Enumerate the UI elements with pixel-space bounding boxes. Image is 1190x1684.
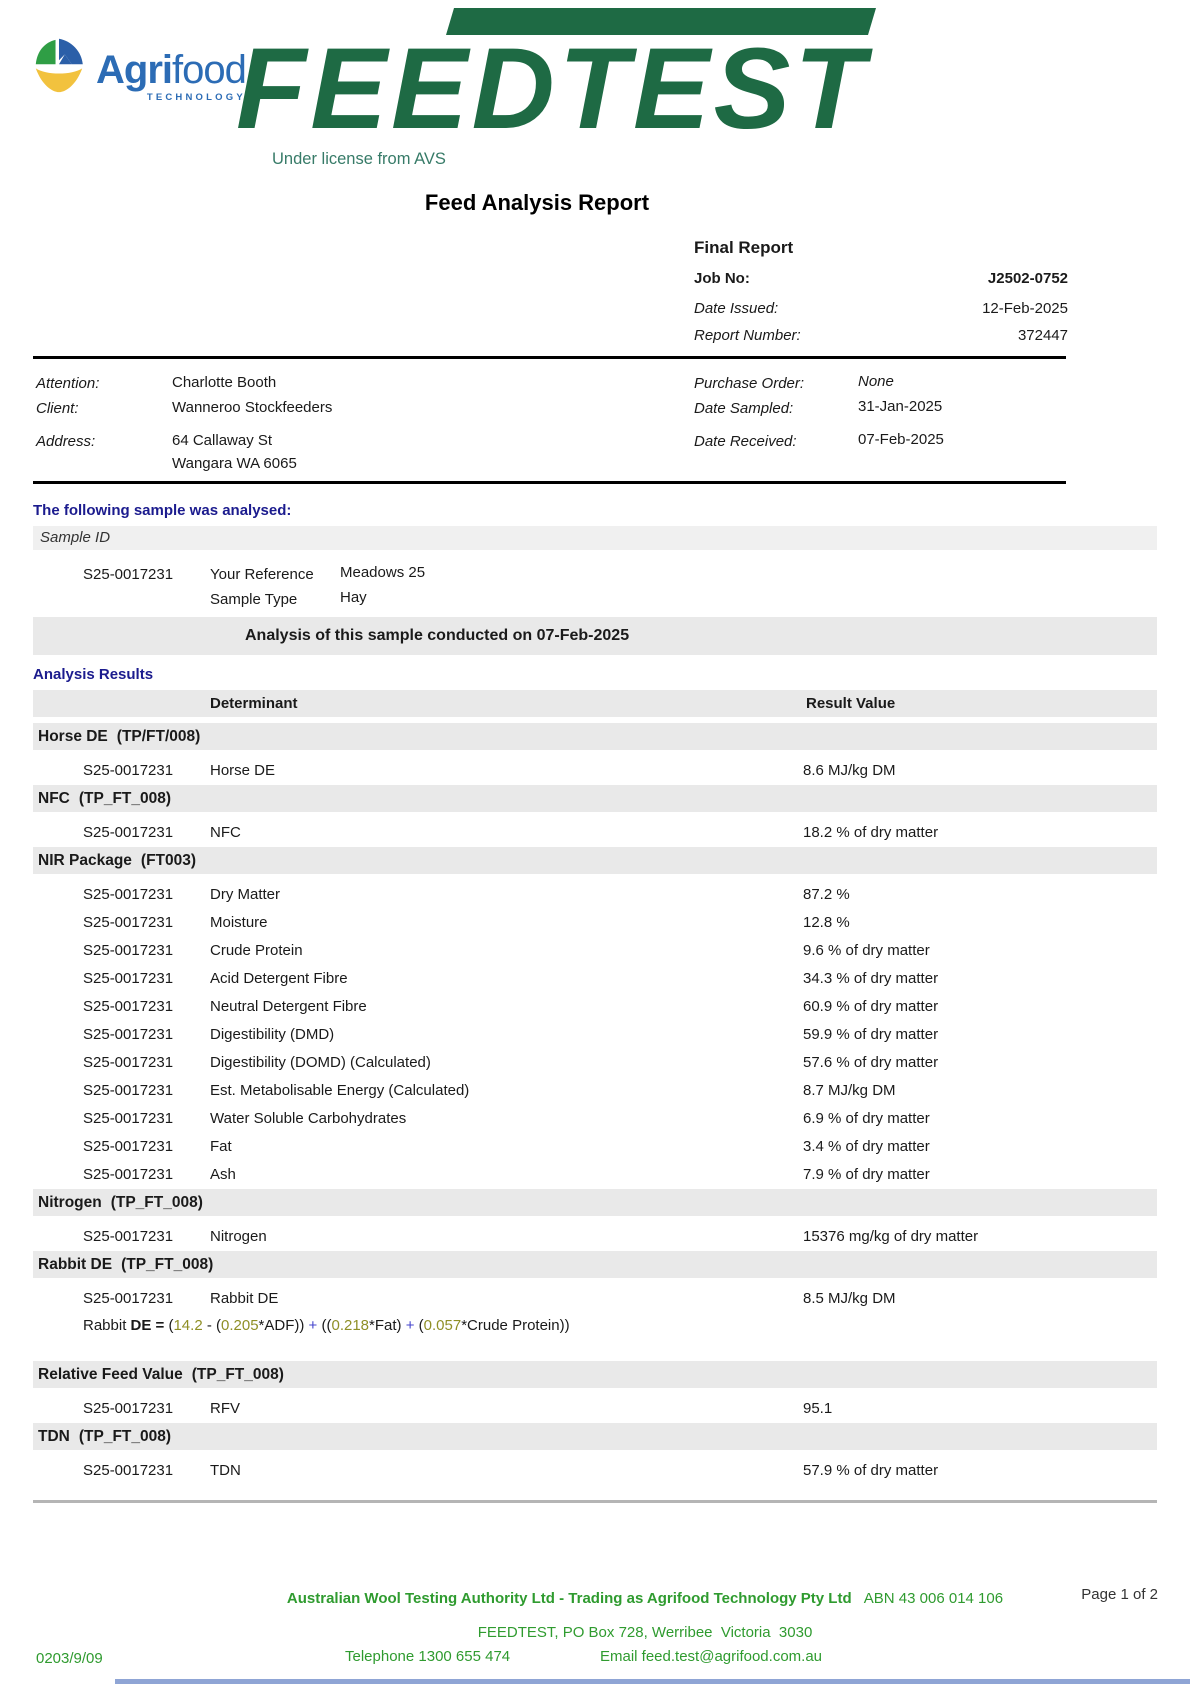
- result-sample-id: S25-0017231: [83, 1166, 174, 1183]
- formula-segment: - (: [202, 1317, 221, 1334]
- section-header-band: [33, 1423, 1157, 1450]
- sample-type-label: Sample Type: [210, 591, 298, 608]
- result-sample-id: S25-0017231: [83, 998, 174, 1015]
- section-method-code: (TP_FT_008): [78, 789, 172, 807]
- date-sampled-value: 31-Jan-2025: [858, 398, 943, 415]
- result-sample-id: S25-0017231: [83, 1228, 174, 1245]
- section-method-code: (TP/FT/008): [116, 727, 201, 745]
- date-received-label: Date Received:: [694, 433, 797, 450]
- conducted-band: [33, 617, 1157, 655]
- result-value: 7.9 % of dry matter: [803, 1166, 930, 1183]
- bottom-blue-strip: [115, 1679, 1190, 1684]
- result-row: [33, 1133, 1157, 1161]
- sample-section-heading: The following sample was analysed:: [33, 502, 292, 519]
- result-determinant: Digestibility (DOMD) (Calculated): [210, 1054, 431, 1071]
- results-header-band: [33, 690, 1157, 717]
- result-row: [33, 757, 1157, 785]
- analysis-results-heading: Analysis Results: [33, 666, 154, 683]
- result-sample-id: S25-0017231: [83, 970, 174, 987]
- section-header-band: [33, 847, 1157, 874]
- report-number-label: Report Number:: [694, 327, 801, 344]
- result-determinant: Acid Detergent Fibre: [210, 970, 348, 987]
- sample-id-band: [33, 526, 1157, 550]
- agrifood-wordmark-regular: food: [172, 48, 246, 92]
- result-row: [33, 909, 1157, 937]
- attention-label: Attention:: [36, 375, 100, 392]
- result-determinant: Nitrogen: [210, 1228, 267, 1245]
- address-line2: Wangara WA 6065: [172, 455, 297, 472]
- result-value: 8.6 MJ/kg DM: [803, 762, 896, 779]
- result-determinant: Est. Metabolisable Energy (Calculated): [210, 1082, 470, 1099]
- conducted-note: Analysis of this sample conducted on 07-Feb-2025: [245, 627, 630, 644]
- result-value: 18.2 % of dry matter: [803, 824, 939, 841]
- result-determinant: Horse DE: [210, 762, 276, 779]
- result-sample-id: S25-0017231: [83, 914, 174, 931]
- result-sample-id: S25-0017231: [83, 942, 174, 959]
- feedtest-wordmark-svg: [236, 8, 876, 138]
- page-title: Feed Analysis Report: [424, 190, 650, 215]
- footer-doc-code: 0203/9/09: [36, 1650, 103, 1667]
- formula-segment: +: [308, 1317, 318, 1334]
- job-no-value: J2502-0752: [987, 270, 1068, 287]
- section-method-code: (TP_FT_008): [78, 1427, 172, 1445]
- result-determinant: Ash: [210, 1166, 236, 1183]
- purchase-order-value: None: [858, 373, 894, 390]
- divider-client: [33, 481, 1066, 484]
- rabbit-de-formula: [33, 1313, 1157, 1347]
- result-value: 95.1: [803, 1400, 833, 1417]
- result-value: 15376 mg/kg of dry matter: [803, 1228, 979, 1245]
- divider-top: [33, 356, 1066, 359]
- result-determinant: Moisture: [210, 914, 268, 931]
- agrifood-logo: [30, 36, 246, 103]
- result-determinant: Fat: [210, 1138, 232, 1155]
- result-value: 9.6 % of dry matter: [803, 942, 930, 959]
- section-header-band: [33, 1189, 1157, 1216]
- formula-segment: (: [414, 1317, 424, 1334]
- column-header-determinant: Determinant: [210, 695, 298, 712]
- final-report-label: Final Report: [694, 238, 794, 257]
- divider-results-end: [33, 1500, 1157, 1503]
- agrifood-wordmark-bold: Agri: [96, 48, 172, 92]
- result-value: 12.8 %: [803, 914, 850, 931]
- section-header-band: [33, 723, 1157, 750]
- result-value: 8.5 MJ/kg DM: [803, 1290, 896, 1307]
- result-sample-id: S25-0017231: [83, 1082, 174, 1099]
- result-value: 60.9 % of dry matter: [803, 998, 939, 1015]
- attention-value: Charlotte Booth: [172, 374, 277, 391]
- footer-address: FEEDTEST, PO Box 728, Werribee Victoria 3030: [477, 1624, 813, 1641]
- result-value: 57.9 % of dry matter: [803, 1462, 939, 1479]
- result-sample-id: S25-0017231: [83, 1290, 174, 1307]
- result-sample-id: S25-0017231: [83, 1462, 174, 1479]
- result-determinant: TDN: [210, 1462, 241, 1479]
- client-label: Client:: [36, 400, 79, 417]
- formula-segment: 0.205: [221, 1317, 259, 1334]
- section-method-code: (FT003): [140, 851, 197, 869]
- result-row: [33, 1223, 1157, 1251]
- footer-org-line: [100, 1590, 1190, 1607]
- result-sample-id: S25-0017231: [83, 1054, 174, 1071]
- sample-id-header: Sample ID: [40, 529, 111, 546]
- formula-segment: 0.218: [331, 1317, 370, 1334]
- result-sample-id: S25-0017231: [83, 1110, 174, 1127]
- agrifood-tagline: TECHNOLOGY: [146, 92, 246, 103]
- formula-segment: *Fat): [369, 1317, 406, 1334]
- purchase-order-label: Purchase Order:: [694, 375, 805, 392]
- result-sample-id: S25-0017231: [83, 1138, 174, 1155]
- result-row: [33, 965, 1157, 993]
- result-sample-id: S25-0017231: [83, 886, 174, 903]
- result-value: 87.2 %: [803, 886, 850, 903]
- result-value: 3.4 % of dry matter: [803, 1138, 930, 1155]
- result-row: [33, 1049, 1157, 1077]
- formula-segment: (: [168, 1317, 174, 1334]
- results-sections: [33, 723, 1157, 1485]
- section-header-band: [33, 1251, 1157, 1278]
- date-issued-value: 12-Feb-2025: [982, 300, 1068, 317]
- date-received-value: 07-Feb-2025: [858, 431, 944, 448]
- result-determinant: Digestibility (DMD): [210, 1026, 335, 1043]
- result-sample-id: S25-0017231: [83, 824, 174, 841]
- agrifood-logo-text: [96, 50, 246, 103]
- result-sample-id: S25-0017231: [83, 1026, 174, 1043]
- feedtest-wordmark-text: FEEDTEST: [236, 25, 869, 138]
- footer-email: Email feed.test@agrifood.com.au: [600, 1648, 823, 1665]
- result-determinant: Crude Protein: [210, 942, 303, 959]
- result-sample-id: S25-0017231: [83, 1400, 174, 1417]
- footer-abn: ABN 43 006 014 106: [863, 1590, 1004, 1607]
- formula-segment: Rabbit: [83, 1317, 131, 1334]
- date-sampled-label: Date Sampled:: [694, 400, 794, 417]
- report-number-value: 372447: [1017, 327, 1068, 344]
- formula-segment: 0.057: [423, 1317, 462, 1334]
- footer-org-name: Australian Wool Testing Authority Ltd - Trading as Agrifood Technology Pty Ltd: [286, 1590, 852, 1607]
- sample-id-value: S25-0017231: [83, 566, 174, 583]
- result-determinant: Neutral Detergent Fibre: [210, 998, 367, 1015]
- result-row: [33, 1021, 1157, 1049]
- result-row: [33, 1077, 1157, 1105]
- result-determinant: Rabbit DE: [210, 1290, 279, 1307]
- section-name: NFC: [38, 789, 70, 807]
- result-row: [33, 1105, 1157, 1133]
- section-header-band: [33, 1361, 1157, 1388]
- client-value: Wanneroo Stockfeeders: [172, 399, 333, 416]
- result-value: 59.9 % of dry matter: [803, 1026, 939, 1043]
- address-line1: 64 Callaway St: [172, 432, 273, 449]
- result-row: [33, 993, 1157, 1021]
- section-method-code: (TP_FT_008): [121, 1255, 214, 1273]
- result-row: [33, 881, 1157, 909]
- column-header-result-value: Result Value: [806, 695, 896, 712]
- job-no-label: Job No:: [694, 270, 750, 287]
- section-name: Horse DE: [38, 727, 108, 745]
- agrifood-wordmark: [96, 50, 246, 90]
- your-reference-label: Your Reference: [210, 566, 314, 583]
- result-determinant: RFV: [210, 1400, 240, 1417]
- section-name: Rabbit DE: [38, 1255, 113, 1273]
- page-indicator: Page 1 of 2: [1081, 1586, 1158, 1603]
- formula-segment: *ADF)): [258, 1317, 309, 1334]
- title-wrap: [0, 190, 1074, 216]
- section-header-band: [33, 785, 1157, 812]
- section-name: TDN: [38, 1427, 70, 1445]
- result-row: [33, 1457, 1157, 1485]
- feedtest-logo: [236, 8, 876, 142]
- result-value: 57.6 % of dry matter: [803, 1054, 939, 1071]
- result-row: [33, 819, 1157, 847]
- result-determinant: Dry Matter: [210, 886, 281, 903]
- result-row: [33, 1285, 1157, 1313]
- formula-segment: *Crude Protein)): [461, 1317, 570, 1334]
- your-reference-value: Meadows 25: [340, 564, 426, 581]
- formula-segment: DE =: [130, 1317, 169, 1334]
- result-value: 8.7 MJ/kg DM: [803, 1082, 896, 1099]
- section-name: Relative Feed Value: [38, 1365, 183, 1383]
- formula-segment: ((: [317, 1317, 332, 1334]
- sample-type-value: Hay: [340, 589, 367, 606]
- section-name: Nitrogen: [38, 1193, 102, 1211]
- result-determinant: Water Soluble Carbohydrates: [210, 1110, 407, 1127]
- result-value: 34.3 % of dry matter: [803, 970, 939, 987]
- result-row: [33, 937, 1157, 965]
- footer-phone: Telephone 1300 655 474: [345, 1648, 511, 1665]
- result-value: 6.9 % of dry matter: [803, 1110, 930, 1127]
- result-row: [33, 1161, 1157, 1189]
- date-issued-label: Date Issued:: [694, 300, 779, 317]
- section-method-code: (TP_FT_008): [110, 1193, 203, 1211]
- address-label: Address:: [36, 433, 96, 450]
- result-determinant: NFC: [210, 824, 241, 841]
- formula-segment: +: [405, 1317, 415, 1334]
- feedtest-license-text: Under license from AVS: [272, 150, 446, 168]
- result-row: [33, 1395, 1157, 1423]
- section-method-code: (TP_FT_008): [191, 1365, 284, 1383]
- result-sample-id: S25-0017231: [83, 762, 174, 779]
- section-name: NIR Package: [38, 851, 132, 869]
- formula-segment: 14.2: [173, 1317, 203, 1334]
- agrifood-logo-mark: [30, 36, 88, 96]
